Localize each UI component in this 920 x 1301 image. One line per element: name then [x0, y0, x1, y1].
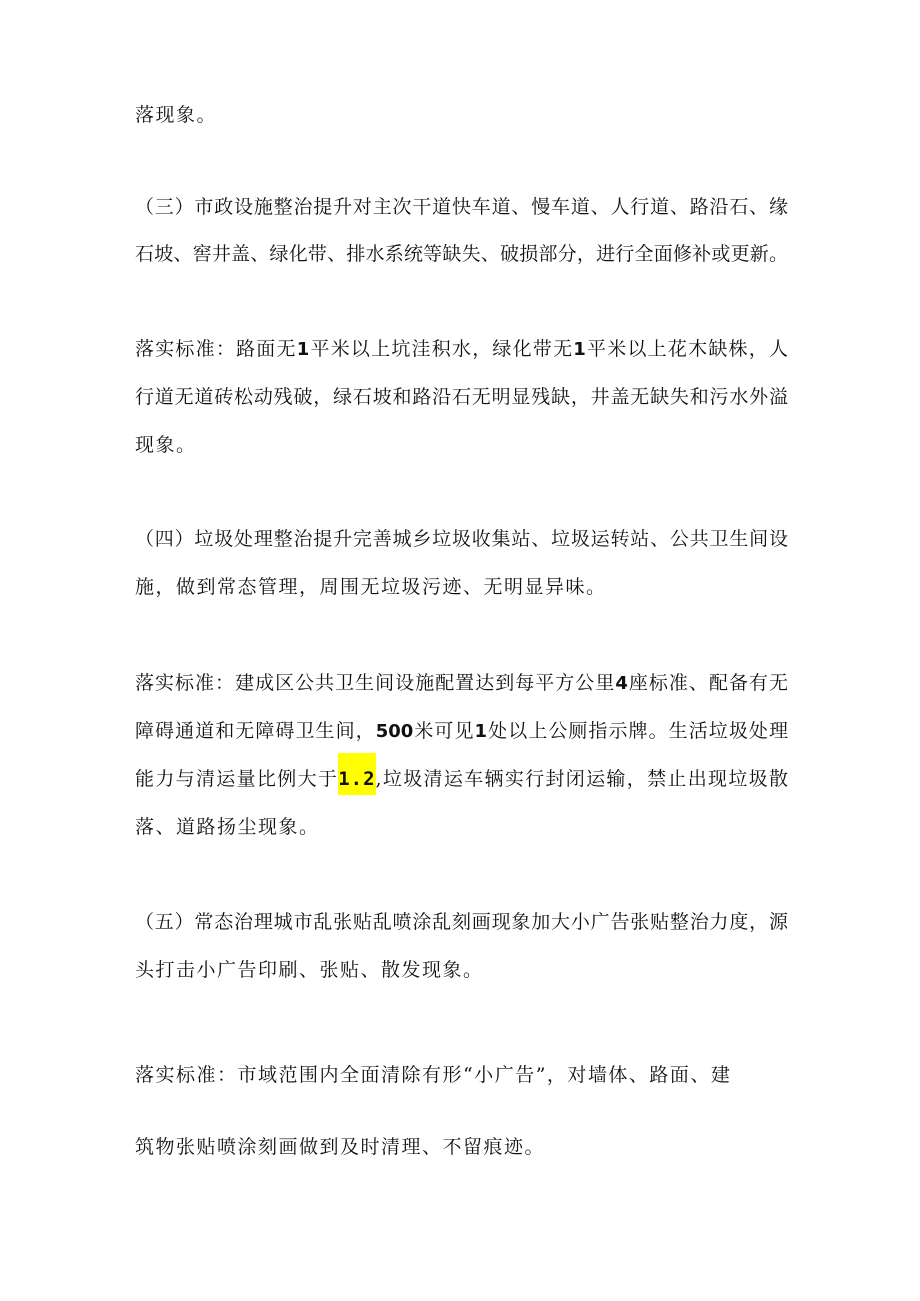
number-run: 1	[296, 339, 310, 360]
text-run: 落实标准：路面无	[135, 338, 297, 360]
text-line	[135, 433, 197, 457]
text-run: ,垃圾清运车辆实行封闭运输，禁止出现垃圾散	[375, 768, 788, 790]
text-run: 落、道路扬尘现象。	[135, 816, 320, 838]
text-run: （四）垃圾处理整治提升完善城乡垃圾收集站、垃圾运转站、公共卫生间设	[135, 528, 788, 550]
text-line	[135, 242, 788, 266]
text-run: 座标准、配备有无	[627, 672, 788, 694]
text-run: 筑物张贴喷涂刻画做到及时清理、不留痕迹。	[135, 1136, 546, 1158]
text-run: 行道无道砖松动残破，绿石坡和路沿石无明显残缺，井盖无缺失和污水外溢	[135, 386, 788, 408]
text-run: （五）常态治理城市乱张贴乱喷涂乱刻画现象加大小广告张贴整治力度，源	[135, 911, 788, 933]
text-line	[135, 1135, 545, 1159]
text-run: 能力与清运量比例大于	[135, 768, 339, 790]
number-run: 4	[615, 673, 628, 694]
text-run: 石坡、窖井盖、绿化带、排水系统等缺失、破损部分，进行全面修补或更新。	[135, 243, 788, 265]
text-run: 落实标准：市域范围内全面清除有形“小广告”，对墙体、路面、建	[135, 1064, 732, 1086]
text-line	[135, 103, 217, 127]
text-line	[135, 958, 484, 982]
text-line	[135, 527, 788, 551]
text-line	[135, 385, 788, 409]
text-run: （三）市政设施整治提升对主次干道快车道、慢车道、人行道、路沿石、缘	[135, 196, 788, 218]
text-line	[135, 815, 320, 839]
text-line	[135, 719, 788, 744]
text-run: 米可见	[413, 720, 475, 742]
text-line	[135, 195, 788, 219]
text-line	[135, 767, 788, 795]
text-run: 落现象。	[135, 104, 218, 126]
text-run: 处以上公厕指示牌。生活垃圾处理	[487, 720, 788, 742]
text-run: 平米以上花木缺株，人	[585, 338, 788, 360]
text-line	[135, 1063, 731, 1087]
text-run: 头打击小广告印刷、张贴、散发现象。	[135, 959, 484, 981]
text-run: 落实标准：建成区公共卫生间设施配置达到每平方公里	[135, 672, 616, 694]
text-run: 施，做到常态管理，周围无垃圾污迹、无明显异味。	[135, 576, 607, 598]
text-run: 平米以上坑洼积水，绿化带无	[309, 338, 574, 360]
number-run: 500	[375, 721, 414, 742]
text-line	[135, 337, 788, 362]
text-line	[135, 910, 788, 934]
highlighted-number: 1.2	[338, 753, 375, 795]
text-run: 障碍通道和无障碍卫生间，	[135, 720, 376, 742]
text-run: 现象。	[135, 434, 197, 456]
text-line	[135, 671, 788, 696]
text-line	[135, 575, 607, 599]
number-run: 1	[474, 721, 488, 742]
number-run: 1	[573, 339, 586, 360]
